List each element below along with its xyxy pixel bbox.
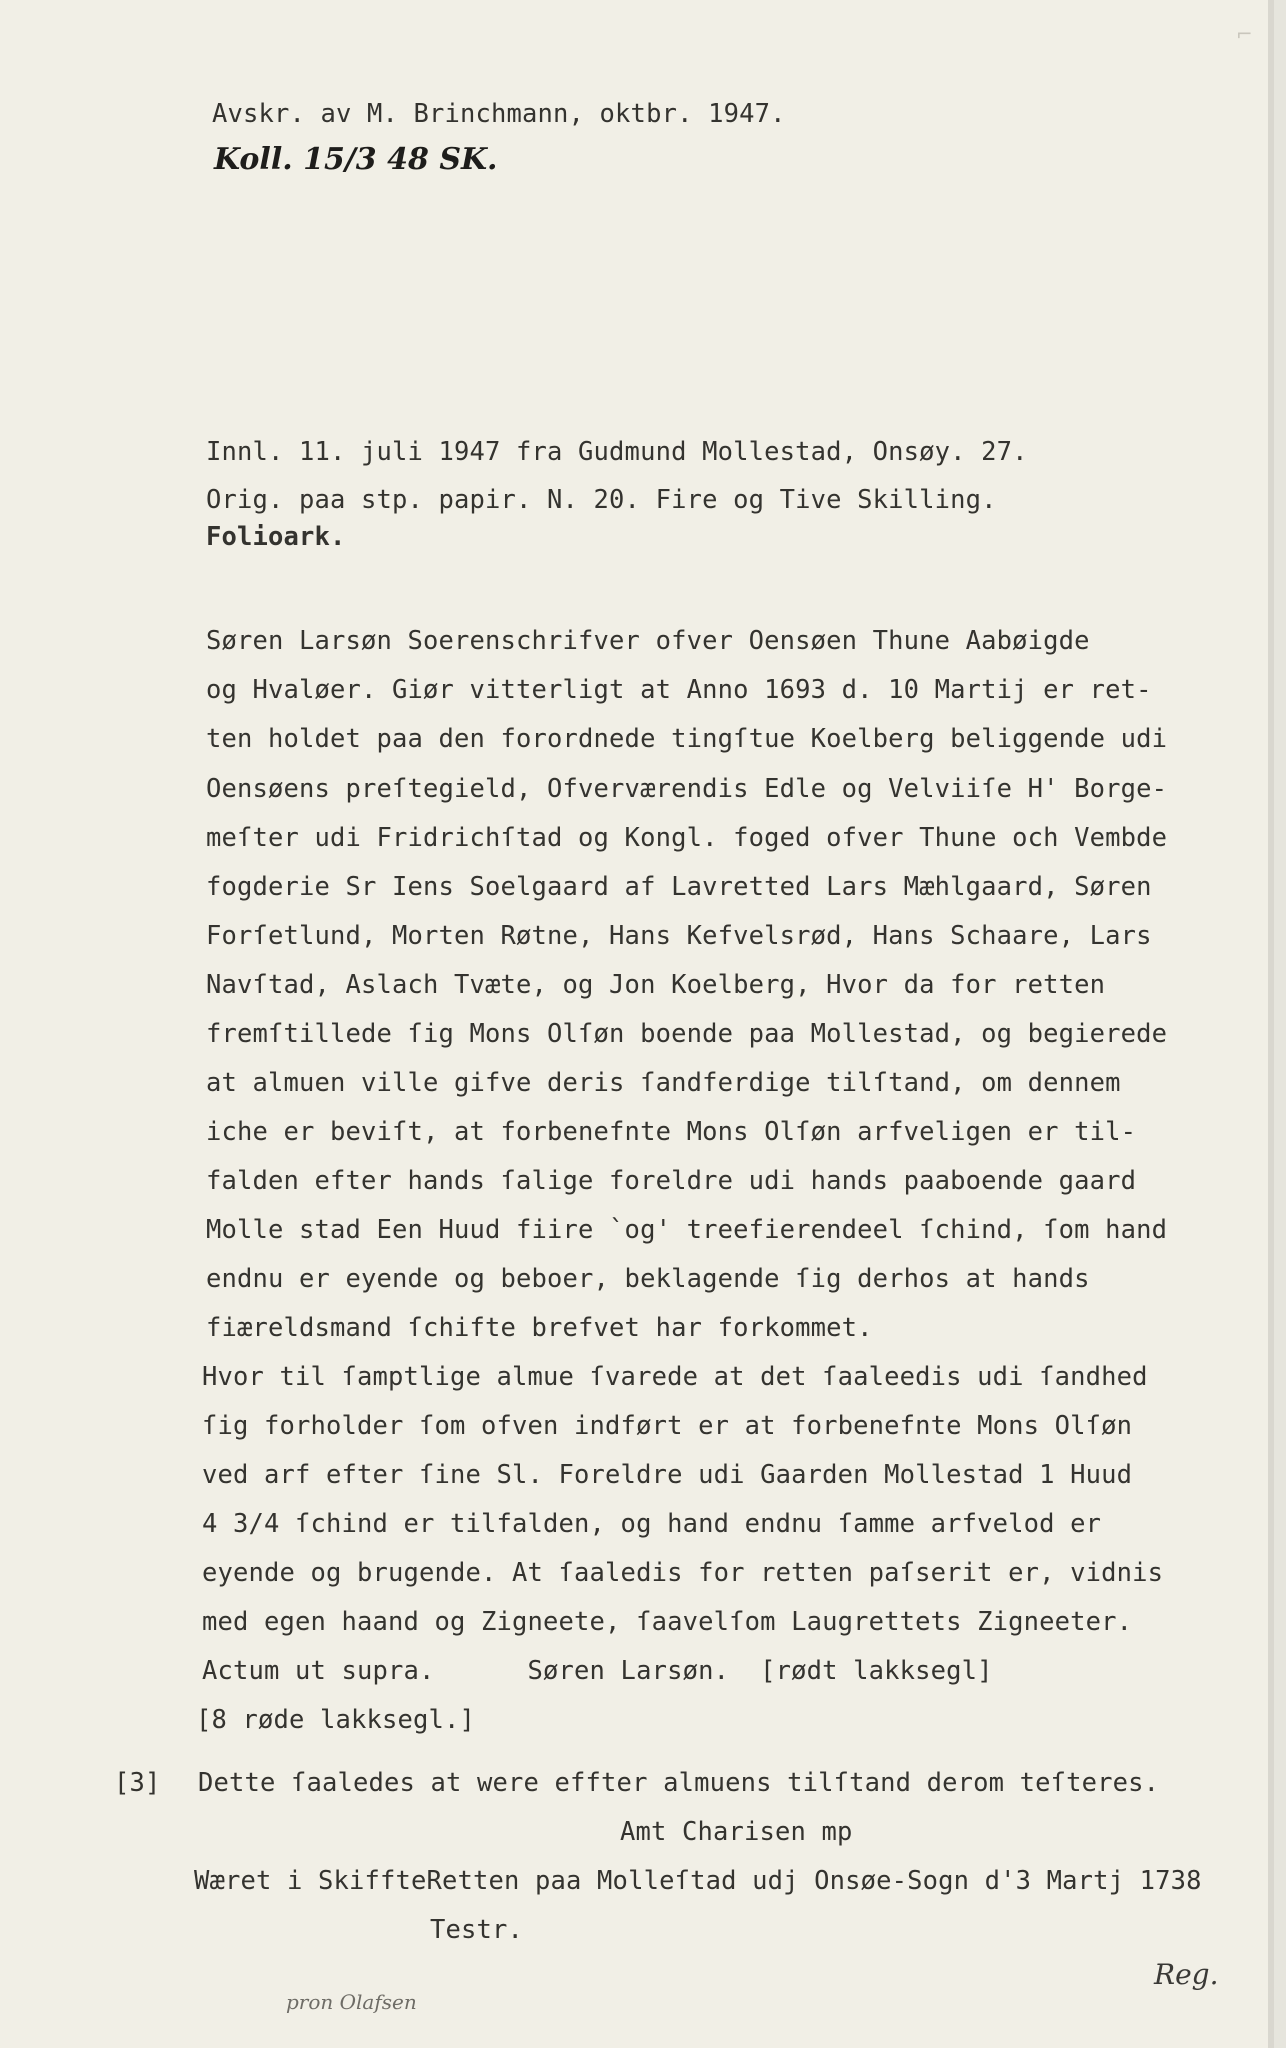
body-line: Molle stad Een Huud fiire `og' treefierendeel ſchind, ſom hand (206, 1215, 1168, 1245)
source-line-3: Folioark. (206, 522, 346, 552)
pencil-note: pron Olafsen (286, 1990, 417, 2014)
body-line: fremſtillede ſig Mons Olſøn boende paa Mollestad, og begierede (206, 1019, 1168, 1049)
body-line: ſig forholder ſom ofven indført er at forbenefnte Mons Olſøn (202, 1411, 1133, 1441)
handwritten-reg-note: Reg. (1154, 1958, 1219, 1991)
body-line: Søren Larsøn Soerenschrifver ofver Oensøen Thune Aabøigde (206, 626, 1090, 656)
body-line: 4 3/4 ſchind er tilfalden, og hand endnu ſamme arfvelod er (202, 1509, 1102, 1539)
handwritten-collation-note: Koll. 15/3 48 SK. (214, 142, 498, 177)
source-line-1: Innl. 11. juli 1947 fra Gudmund Mollestad, Onsøy. 27. (206, 437, 1028, 467)
body-line: meſter udi Fridrichſtad og Kongl. foged ofver Thune och Vembde (206, 823, 1168, 853)
body-line: Actum ut supra. Søren Larsøn. [rødt lakksegl] (202, 1656, 993, 1686)
page-reference: [3] (114, 1768, 161, 1798)
body-line: [8 røde lakksegl.] (196, 1705, 476, 1735)
footer-line-1: Dette ſaaledes at were effter almuens tilſtand derom teſteres. (198, 1768, 1160, 1798)
body-line: endnu er eyende og beboer, beklagende ſig derhos at hands (206, 1264, 1090, 1294)
body-line: Hvor til ſamptlige almue ſvarede at det ſaaleedis udi ſandhed (202, 1362, 1148, 1392)
body-line: ten holdet paa den forordnede tingſtue Koelberg beliggende udi (206, 724, 1168, 754)
body-line: at almuen ville gifve deris ſandferdige tilſtand, om dennem (206, 1068, 1121, 1098)
footer-line-3: Wæret i SkiffteRetten paa Molleſtad udj Onsøe-Sogn d'3 Martj 1738 (194, 1866, 1202, 1896)
body-line: og Hvaløer. Giør vitterligt at Anno 1693 d. 10 Martij er ret- (206, 675, 1152, 705)
footer-line-4: Testr. (430, 1915, 524, 1945)
body-line: falden efter hands ſalige foreldre udi hands paaboende gaard (206, 1166, 1137, 1196)
transcriber-line: Avskr. av M. Brinchmann, oktbr. 1947. (212, 99, 786, 129)
body-line: Forſetlund, Morten Røtne, Hans Kefvelsrød, Hans Schaare, Lars (206, 921, 1152, 951)
body-line: fogderie Sr Iens Soelgaard af Lavretted Lars Mæhlgaard, Søren (206, 872, 1152, 902)
body-line: iche er beviſt, at forbenefnte Mons Olſøn arfveligen er til- (206, 1117, 1137, 1147)
source-line-2: Orig. paa stp. papir. N. 20. Fire og Tive Skilling. (206, 485, 997, 515)
body-line: fiæreldsmand ſchifte brefvet har forkommet. (206, 1313, 873, 1343)
body-line: Navſtad, Aslach Tvæte, og Jon Koelberg, Hvor da for retten (206, 970, 1106, 1000)
footer-line-2: Amt Charisen mp (620, 1817, 853, 1847)
corner-bracket-mark: ⌐ (1236, 22, 1253, 46)
body-line: med egen haand og Zigneete, ſaavelſom Laugrettets Zigneeter. (202, 1607, 1133, 1637)
body-line: ved arf efter ſine Sl. Foreldre udi Gaarden Mollestad 1 Huud (202, 1460, 1133, 1490)
body-line: eyende og brugende. At ſaaledis for retten paſserit er, vidnis (202, 1558, 1164, 1588)
body-line: Oensøens preſtegield, Ofverværendis Edle og Velviiſe H' Borge- (206, 774, 1168, 804)
